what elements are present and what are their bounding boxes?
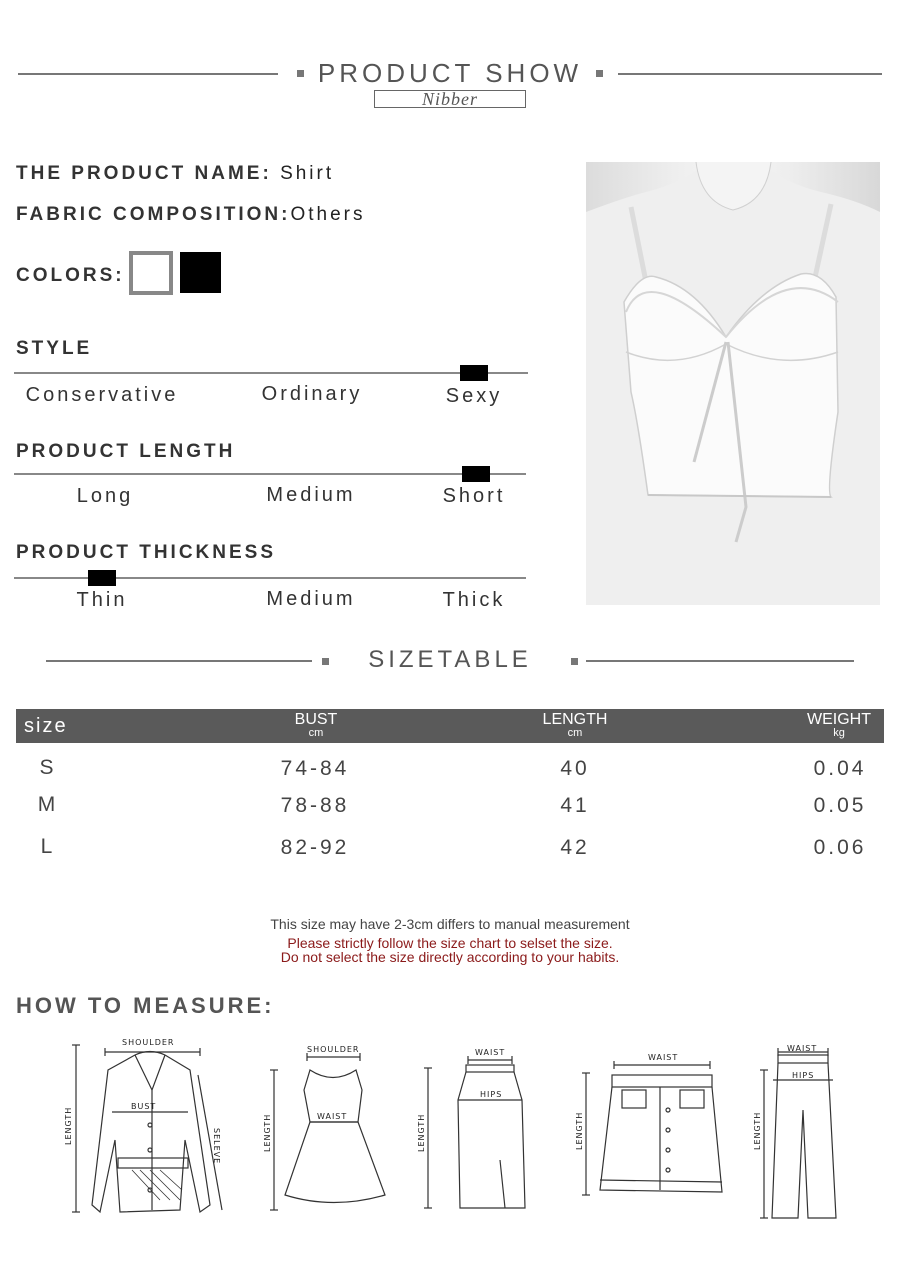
header-rule-right (618, 73, 882, 75)
table-row-m-bust: 78-88 (280, 794, 350, 817)
jacket-sleeve-label: SELEVE (212, 1128, 221, 1165)
color-swatch-white[interactable] (129, 251, 173, 295)
page-title: PRODUCT SHOW (317, 58, 583, 88)
header-weight-label: WEIGHT (807, 711, 871, 728)
pants-waist-label: WAIST (787, 1044, 818, 1053)
how-to-measure-title: HOW TO MEASURE: (16, 993, 275, 1018)
style-selected-marker (460, 365, 488, 381)
style-scale-line (14, 372, 528, 374)
pants-hips-label: HIPS (792, 1071, 815, 1080)
style-option-conservative: Conservative (25, 384, 179, 406)
length-option-long: Long (76, 485, 134, 507)
fabric-value: Others (290, 204, 366, 225)
shorts-diagram (582, 1061, 722, 1195)
table-row-l-size: L (40, 835, 56, 858)
product-name-label: THE PRODUCT NAME: (16, 163, 272, 184)
table-row-s-bust: 74-84 (280, 757, 350, 780)
sizetable-bullet-right (571, 658, 578, 665)
sizetable-title: SIZETABLE (368, 646, 532, 673)
color-swatch-black[interactable] (180, 252, 221, 293)
length-title: PRODUCT LENGTH (16, 441, 236, 462)
table-row-m-weight: 0.05 (813, 794, 867, 817)
length-option-short: Short (442, 485, 506, 507)
header-bullet-right (596, 70, 603, 77)
header-weight (794, 712, 884, 739)
product-name-value: Shirt (280, 163, 335, 184)
table-row-l-length: 42 (560, 836, 590, 859)
jacket-shoulder-label: SHOULDER (122, 1038, 175, 1047)
table-row-s-size: S (39, 756, 57, 779)
header-weight-unit: kg (833, 727, 845, 739)
skirt-hips-label: HIPS (480, 1090, 503, 1099)
jacket-bust-label: BUST (131, 1102, 157, 1111)
dress-length-label: LENGTH (263, 1113, 272, 1152)
skirt-length-label: LENGTH (417, 1113, 426, 1152)
sizetable-rule-left (46, 660, 312, 662)
skirt-diagram (424, 1056, 525, 1208)
style-option-sexy: Sexy (445, 385, 503, 407)
jacket-diagram (72, 1045, 222, 1212)
size-table-header (16, 709, 884, 743)
thickness-option-thick: Thick (442, 589, 506, 611)
style-title: STYLE (16, 338, 93, 359)
colors-row (16, 265, 125, 287)
brand-logo: Nibber (374, 90, 526, 108)
header-bust (276, 712, 356, 739)
shorts-waist-label: WAIST (648, 1053, 679, 1062)
table-row-l-weight: 0.06 (813, 836, 867, 859)
header-length-unit: cm (567, 727, 583, 739)
skirt-waist-label: WAIST (475, 1048, 506, 1057)
length-option-medium: Medium (266, 484, 356, 506)
length-scale-line (14, 473, 526, 475)
table-row-l-bust: 82-92 (280, 836, 350, 859)
fabric-row (16, 204, 365, 226)
shorts-length-label: LENGTH (575, 1111, 584, 1150)
table-row-s-weight: 0.04 (813, 757, 867, 780)
mannequin-camisole-image (586, 162, 880, 605)
jacket-length-label: LENGTH (64, 1106, 73, 1145)
sizetable-rule-right (586, 660, 854, 662)
size-note-red-1: Please strictly follow the size chart to selset the size. (287, 935, 613, 951)
table-row-m-length: 41 (560, 794, 590, 817)
colors-label: COLORS: (16, 265, 125, 286)
style-option-ordinary: Ordinary (261, 383, 363, 405)
thickness-title: PRODUCT THICKNESS (16, 542, 277, 563)
thickness-selected-marker (88, 570, 116, 586)
header-length (530, 712, 620, 739)
size-note-red-2: Do not select the size directly according to your habits. (280, 949, 620, 965)
sizetable-bullet-left (322, 658, 329, 665)
dress-diagram (270, 1053, 385, 1210)
length-selected-marker (462, 466, 490, 482)
header-bust-label: BUST (294, 711, 338, 728)
fabric-label: FABRIC COMPOSITION: (16, 204, 291, 225)
thickness-option-thin: Thin (76, 589, 128, 611)
table-row-s-length: 40 (560, 757, 590, 780)
header-rule-left (18, 73, 278, 75)
header-bust-unit: cm (308, 727, 324, 739)
product-photo (586, 162, 880, 605)
table-row-m-size: M (37, 793, 59, 816)
thickness-option-medium: Medium (266, 588, 356, 610)
measure-diagrams (0, 1030, 900, 1230)
header-length-label: LENGTH (542, 711, 608, 728)
pants-length-label: LENGTH (753, 1111, 762, 1150)
header-size: size (24, 715, 68, 737)
dress-shoulder-label: SHOULDER (307, 1045, 360, 1054)
size-note-grey: This size may have 2-3cm differs to manual measurement (270, 916, 630, 932)
dress-waist-label: WAIST (317, 1112, 348, 1121)
product-name-row (16, 163, 334, 185)
